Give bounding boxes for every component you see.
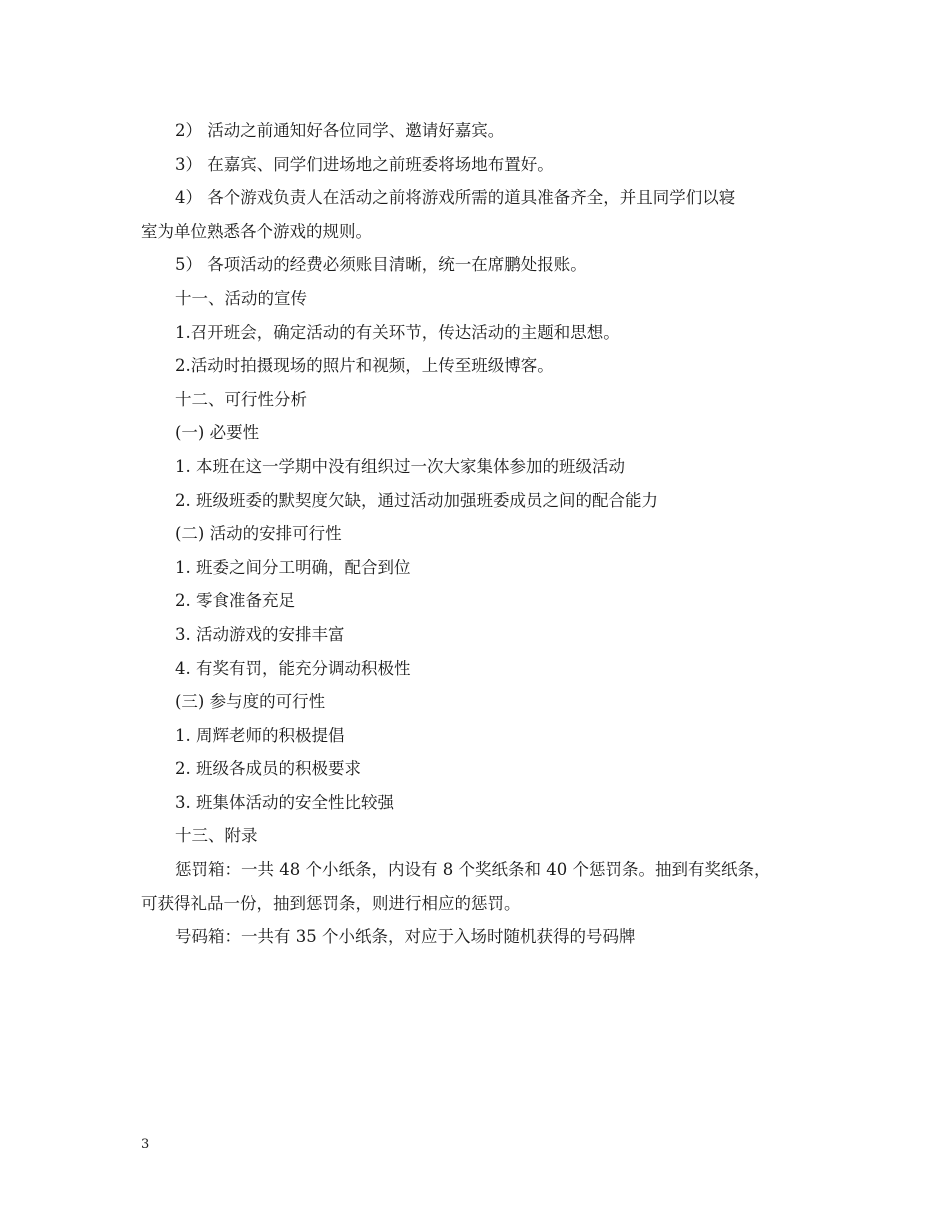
body-text: [141, 114, 831, 954]
text-line: 3. 班集体活动的安全性比较强: [175, 792, 394, 812]
text-line: 5） 各项活动的经费必须账目清晰，统一在席鹏处报账。: [175, 255, 587, 275]
text-line: 4） 各个游戏负责人在活动之前将游戏所需的道具准备齐全，并且同学们以寝: [175, 188, 736, 208]
text-line: 2） 活动之前通知好各位同学、邀请好嘉宾。: [175, 121, 505, 140]
section-heading: 十二、可行性分析: [175, 389, 307, 409]
text-line: 1. 周辉老师的积极提倡: [175, 725, 345, 745]
subsection-heading: (一) 必要性: [175, 423, 260, 443]
page-number: 3: [141, 1137, 150, 1152]
text-line: 3） 在嘉宾、同学们进场地之前班委将场地布置好。: [175, 154, 554, 174]
subsection-heading: (二) 活动的安排可行性: [175, 524, 342, 544]
text-line: 2. 班级班委的默契度欠缺，通过活动加强班委成员之间的配合能力: [175, 490, 658, 510]
text-line: 3. 活动游戏的安排丰富: [175, 624, 345, 644]
text-line: 1.召开班会，确定活动的有关环节，传达活动的主题和思想。: [175, 322, 620, 342]
subsection-heading: (三) 参与度的可行性: [175, 692, 326, 712]
text-line: 2. 班级各成员的积极要求: [175, 759, 361, 779]
text-line: 室为单位熟悉各个游戏的规则。: [141, 221, 372, 241]
text-line: 2.活动时拍摄现场的照片和视频，上传至班级博客。: [175, 356, 554, 376]
text-line: 4. 有奖有罚，能充分调动积极性: [175, 658, 411, 678]
text-line: 号码箱：一共有 35 个小纸条，对应于入场时随机获得的号码牌: [175, 927, 636, 947]
text-line: 1. 本班在这一学期中没有组织过一次大家集体参加的班级活动: [175, 456, 625, 476]
section-heading: 十一、活动的宣传: [175, 288, 307, 308]
text-line: 惩罚箱：一共 48 个小纸条，内设有 8 个奖纸条和 40 个惩罚条。抽到有奖纸条，: [175, 860, 771, 880]
section-heading: 十三、附录: [175, 826, 258, 846]
text-line: 可获得礼品一份，抽到惩罚条，则进行相应的惩罚。: [141, 893, 521, 913]
text-line: 2. 零食准备充足: [175, 591, 295, 611]
text-line: 1. 班委之间分工明确，配合到位: [175, 557, 411, 577]
